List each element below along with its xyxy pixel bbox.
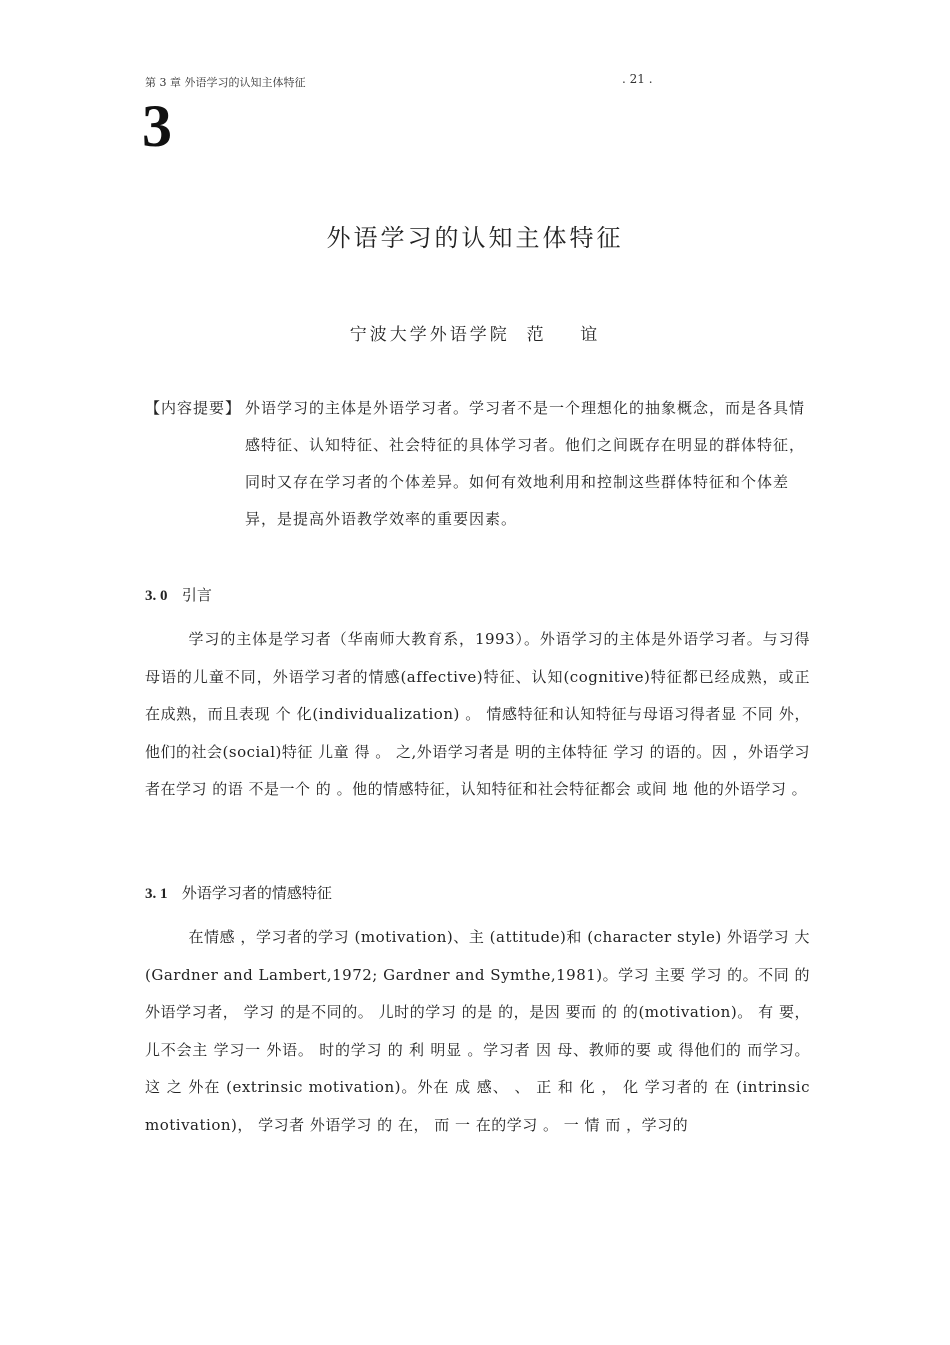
- page-number: . 21 .: [622, 72, 653, 86]
- section-number: 3. 0: [145, 588, 168, 604]
- abstract-label: 【内容提要】: [145, 399, 242, 417]
- abstract: [145, 390, 810, 538]
- section-title: 外语学习者的情感特征: [181, 884, 332, 902]
- abstract-text: 外语学习的主体是外语学习者。学习者不是一个理想化的抽象概念，而是各具情感特征、认知特征、社会特征的具体学习者。他们之间既存在明显的群体特征，同时又存在学习者的个体差异。如何有效地利用和控制这些群体特征和个体差异，是提高外语教学效率的重要因素。: [245, 399, 806, 528]
- section-heading: [145, 584, 810, 607]
- section-title: 引言: [181, 586, 212, 604]
- section-introduction: [145, 584, 810, 809]
- section-number: 3. 1: [145, 886, 168, 902]
- section-affective-features: [145, 882, 810, 1144]
- page-title: 外语学习的认知主体特征: [326, 224, 624, 252]
- body-paragraph: 在情感 ，学习者的学习 (motivation)、主 (attitude)和 (character style) 外语学习 大(Gardner and Lambert,1972; Gardner and Symthe,1981)。学习 主要 学习 的。不同 的外语学习者， 学习 的是不同的。 儿时的学习 的是 的，是因 要而 的 的(motivation)。 有 要， 儿不会主 学习一 外语。 时的学习 的 利 明显 。学习者 因 母、教师的要 或 得他们的 而学习。这 之 外在 (extrinsic motivation)。外在 成 感、 、 正 和 化 ， 化 学习者的 在 (intrinsic motivation)， 学习者 外语学习 的 在， 而 一 在的学习 。 一 情 而 ，学习的: [145, 928, 810, 1134]
- section-heading: [145, 882, 810, 905]
- author-affiliation: 宁波大学外语学院 范 谊: [349, 325, 601, 345]
- chapter-number: 3: [142, 93, 172, 159]
- body-paragraph: 学习的主体是学习者（华南师大教育系，1993）。外语学习的主体是外语学习者。与习得母语的儿童不同，外语学习者的情感(affective)特征、认知(cognitive)特征都已经成熟，或正在成熟，而且表现 个 化(individualization) 。 情感特征和认知特征与母语习得者显 不同 外，他们的社会(social)特征 儿童 得 。 之,外语学习者是 明的主体特征 学习 的语的。因 ，外语学习者在学习 的语 不是一个 的 。他的情感特征，认知特征和社会特征都会 或间 地 他的外语学习 。: [145, 630, 810, 798]
- running-header-chapter: 第 3 章 外语学习的认知主体特征: [145, 76, 306, 89]
